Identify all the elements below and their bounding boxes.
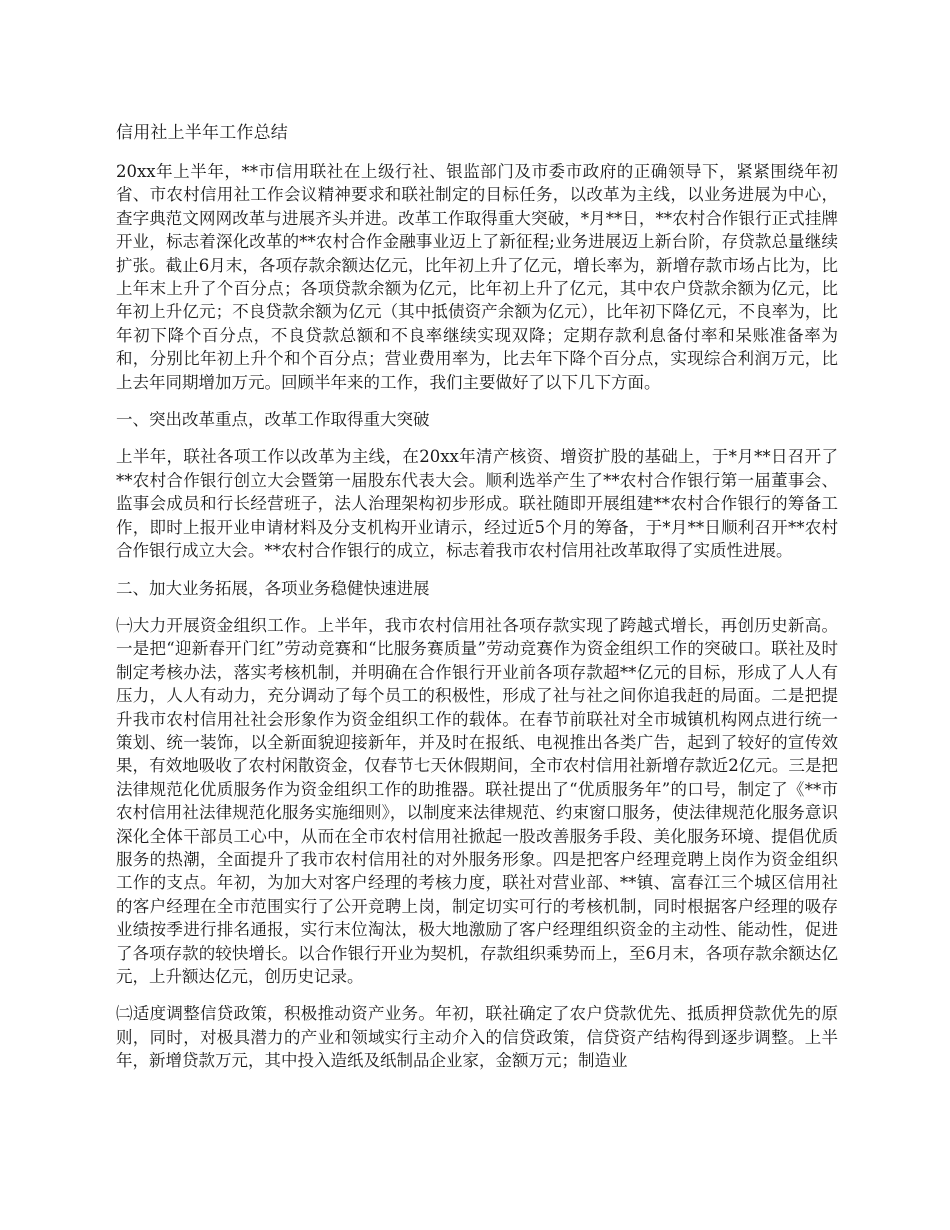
document-title: 信用社上半年工作总结 [116, 123, 288, 143]
document-page [116, 120, 838, 1087]
section-heading-reform: 一、突出改革重点，改革工作取得重大突破 [116, 410, 430, 430]
section-item-funding: ㈠大力开展资金组织工作。上半年，我市农村信用社各项存款实现了跨越式增长，再创历史新高。一是把“迎新春开门红”劳动竞赛和“比服务赛质量”劳动竞赛作为资金组织工作的突破口。联社及时制定考核办法，落实考核机制，并明确在合作银行开业前各项存款超**亿元的目标，形成了人人有压力，人人有动力，充分调动了每个员工的积极性，形成了社与社之间你追我赶的局面。二是把提升我市农村信用社社会形象作为资金组织工作的载体。在春节前联社对全市城镇机构网点进行统一策划、统一装饰，以全新面貌迎接新年，并及时在报纸、电视推出各类广告，起到了较好的宣传效果，有效地吸收了农村闲散资金，仅春节七天休假期间，全市农村信用社新增存款近2亿元。三是把法律规范化优质服务作为资金组织工作的助推器。联社提出了“优质服务年”的口号，制定了《**市农村信用社法律规范化服务实施细则》，以制度来法律规范、约束窗口服务，使法律规范化服务意识深化全体干部员工心中，从而在全市农村信用社掀起一股改善服务手段、美化服务环境、提倡优质服务的热潮，全面提升了我市农村信用社的对外服务形象。四是把客户经理竞聘上岗作为资金组织工作的支点。年初，为加大对客户经理的考核力度，联社对营业部、**镇、富春江三个城区信用社的客户经理在全市范围实行了公开竞聘上岗，制定切实可行的考核机制，同时根据客户经理的吸存业绩按季进行排名通报，实行末位淘汰，极大地激励了客户经理组织资金的主动性、能动性，促进了各项存款的较快增长。以合作银行开业为契机，存款组织乘势而上，至6月末，各项存款余额达亿元，上升额达亿元，创历史记录。 [116, 615, 838, 986]
section-heading-business: 二、加大业务拓展，各项业务稳健快速进展 [116, 578, 430, 598]
section-body-reform: 上半年，联社各项工作以改革为主线，在20xx年清产核资、增资扩股的基础上，于*月**日召开了**农村合作银行创立大会暨第一届股东代表大会。顺利选举产生了**农村合作银行第一届董事会、监事会成员和行长经营班子，法人治理架构初步形成。联社随即开展组建**农村合作银行的筹备工作，即时上报开业申请材料及分支机构开业请示，经过近5个月的筹备，于*月**日顺利召开**农村合作银行成立大会。**农村合作银行的成立，标志着我市农村信用社改革取得了实质性进展。 [116, 447, 838, 561]
section-item-credit: ㈡适度调整信贷政策，积极推动资产业务。年初，联社确定了农户贷款优先、抵质押贷款优先的原则，同时，对极具潜力的产业和领域实行主动介入的信贷政策，信贷资产结构得到逐步调整。上半年，新增贷款万元，其中投入造纸及纸制品企业家，金额万元；制造业 [116, 1004, 838, 1071]
intro-paragraph: 20xx年上半年，**市信用联社在上级行社、银监部门及市委市政府的正确领导下，紧紧围绕年初省、市农村信用社工作会议精神要求和联社制定的目标任务，以改革为主线，以业务进展为中心，查字典范文网网改革与进展齐头并进。改革工作取得重大突破，*月**日，**农村合作银行正式挂牌开业，标志着深化改革的**农村合作金融事业迈上了新征程;业务进展迈上新台阶，存贷款总量继续扩张。截止6月末，各项存款余额达亿元，比年初上升了亿元，增长率为，新增存款市场占比为，比上年末上升了个百分点；各项贷款余额为亿元，比年初上升了亿元，其中农户贷款余额为亿元，比年初上升亿元；不良贷款余额为亿元（其中抵债资产余额为亿元），比年初下降亿元，不良率为，比年初下降个百分点，不良贷款总额和不良率继续实现双降；定期存款利息备付率和呆账准备率为和，分别比年初上升个和个百分点；营业费用率为，比去年下降个百分点，实现综合利润万元，比上去年同期增加万元。回顾半年来的工作，我们主要做好了以下几下方面。 [116, 162, 838, 392]
